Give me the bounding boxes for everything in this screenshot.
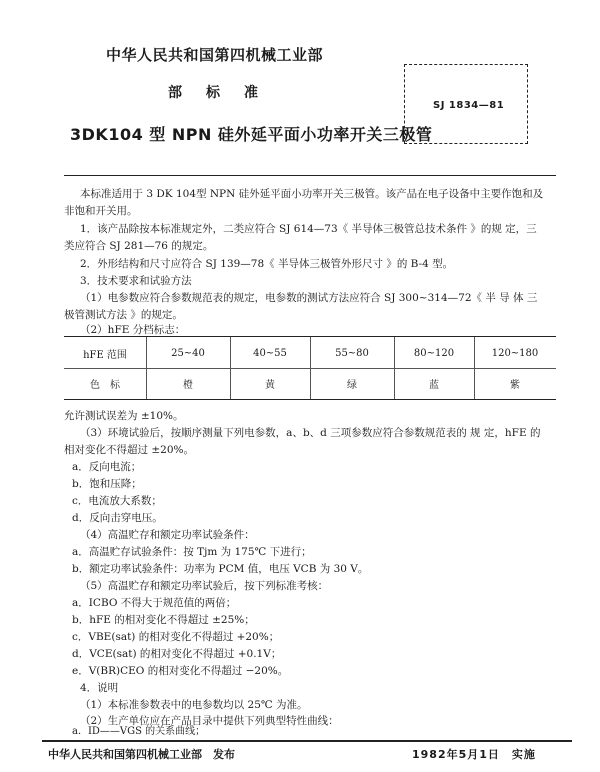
table-cell: 黄 [265,380,275,391]
table-cell: 橙 [183,380,193,391]
clause-4-1: （1）本标准参数表中的电参数均以 25℃ 为准。 [80,699,308,711]
clause-4-2: （2）生产单位应在产品目录中提供下列典型特性曲线： [80,715,339,727]
table-cell: 80~120 [413,348,455,359]
table-cell: 55~80 [335,348,369,359]
clause-3-5: （5）高温贮存和额定功率试验后，按下列标准考核： [80,580,329,592]
document-title: 3DK104 型 NPN 硅外延平面小功率开关三极管 [70,125,433,144]
clause-1-line-1: 1．该产品除按本标准规定外，二类应符合 SJ 614—73《 半导体三极管总技术条件 》的规 定，三 [80,223,537,235]
clause-3-heading: 3．技术要求和试验方法 [80,275,192,287]
table-cell: 色 标 [90,380,120,391]
title-rule [64,175,556,176]
table-column-rule [394,337,395,399]
footer-date: 1982年5月1日 实施 [412,748,536,761]
list-item: b．饱和压降； [72,478,142,490]
table-cell: 25~40 [171,348,205,359]
clause-4-heading: 4．说明 [80,682,119,694]
table-column-rule [230,337,231,399]
list-item: c．电流放大系数； [72,495,162,507]
table-cell: hFE 范围 [83,350,127,361]
tolerance-note: 允许测试误差为 ±10%。 [64,410,184,422]
list-item: b．hFE 的相对变化不得超过 ±25%； [72,614,255,626]
ministry-name: 中华人民共和国第四机械工业部 [106,46,324,64]
list-item: b．额定功率试验条件：功率为 PCM 值，电压 VCB 为 30 V。 [72,563,369,575]
clause-3-3-line-1: （3）环境试验后，按顺序测量下列电参数，a、b、d 三项参数应符合参数规范表的 规 定，hFE 的 [80,427,541,439]
clause-3-3-line-2: 相对变化不得超过 ±20%。 [64,444,194,456]
clause-1-line-2: 类应符合 SJ 281—76 的规定。 [64,240,214,252]
standard-type: 部标准 [168,85,282,101]
clause-3-4: （4）高温贮存和额定功率试验条件： [80,529,255,541]
footer-issuer: 中华人民共和国第四机械工业部 发布 [48,748,235,761]
intro-line-1: 本标准适用于 3 DK 104型 NPN 硅外延平面小功率开关三极管。该产品在电子设备中主要作饱和及 [80,188,544,200]
table-cell: 蓝 [429,380,439,391]
intro-line-2: 非饱和开关用。 [64,205,138,217]
list-item: a．ICBO 不得大于规范值的两倍； [72,597,237,609]
clause-3-1-line-1: （1）电参数应符合参数规范表的规定，电参数的测试方法应符合 SJ 300~314—72《 半 导 体 三 [80,292,538,304]
list-item: a．ID——VGS 的关系曲线； [72,726,206,737]
footer-rule [42,740,572,742]
list-item: d．反向击穿电压。 [72,512,163,524]
list-item: a．反向电流； [72,461,142,473]
table-cell: 40~55 [253,348,287,359]
clause-3-2: （2）hFE 分档标志： [80,324,186,336]
table-cell: 绿 [347,380,357,391]
list-item: d．VCE(sat) 的相对变化不得超过 +0.1V； [72,648,282,660]
list-item: a．高温贮存试验条件：按 Tjm 为 175℃ 下进行； [72,546,312,558]
table-cell: 紫 [510,380,520,391]
table-column-rule [146,337,147,399]
hfe-grade-table [64,336,556,400]
clause-3-1-line-2: 极管测试方法 》的规定。 [64,309,183,321]
table-column-rule [474,337,475,399]
list-item: e．V(BR)CEO 的相对变化不得超过 −20%。 [72,665,289,677]
clause-2: 2．外形结构和尺寸应符合 SJ 139—78《 半导体三极管外形尺寸 》的 B-4 型。 [80,258,454,270]
list-item: c．VBE(sat) 的相对变化不得超过 +20%； [72,631,280,643]
table-column-rule [310,337,311,399]
table-cell: 120~180 [491,348,539,359]
standard-code: SJ 1834—81 [433,100,505,111]
